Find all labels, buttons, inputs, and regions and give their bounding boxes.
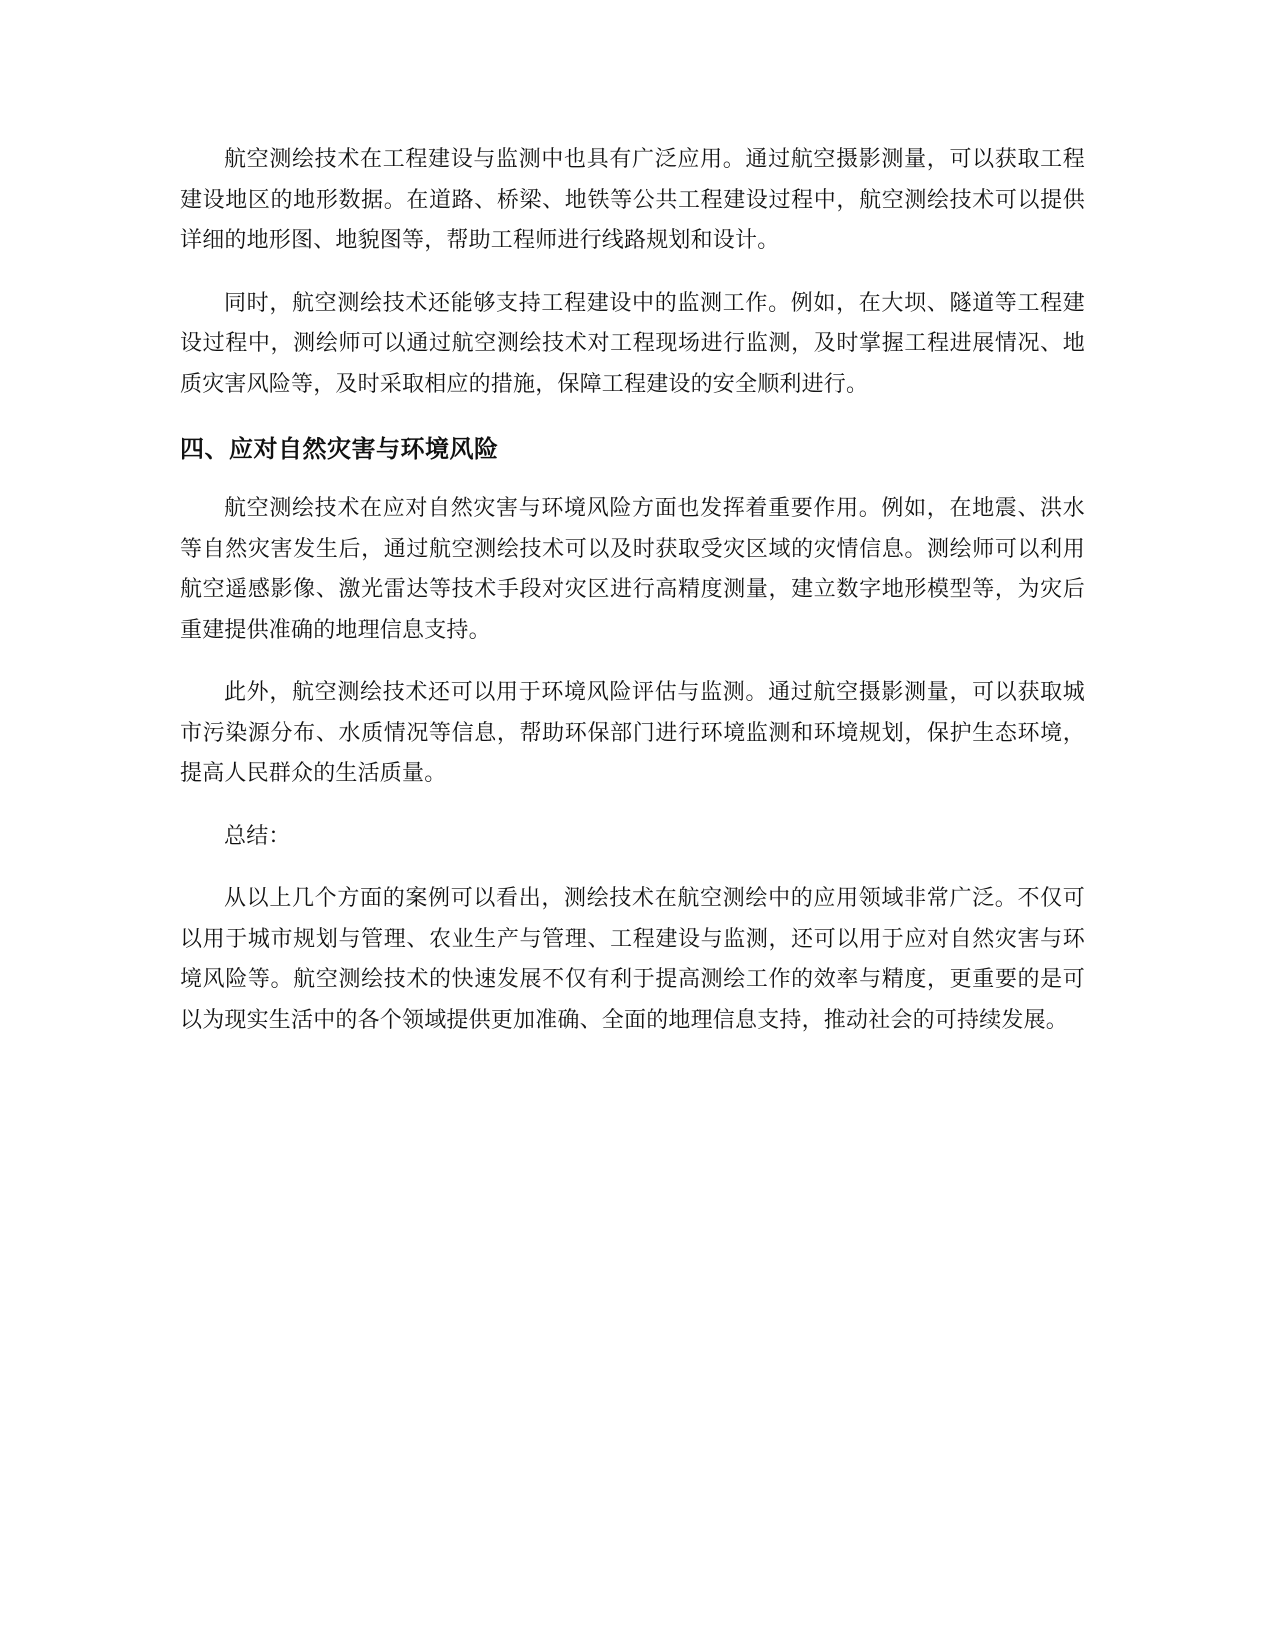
paragraph-engineering-applications: 航空测绘技术在工程建设与监测中也具有广泛应用。通过航空摄影测量，可以获取工程建设地区的地形数据。在道路、桥梁、地铁等公共工程建设过程中，航空测绘技术可以提供详细的地形图、地貌图等，帮助工程师进行线路规划和设计。 <box>180 147 1085 253</box>
paragraph-disaster-response: 航空测绘技术在应对自然灾害与环境风险方面也发挥着重要作用。例如，在地震、洪水等自然灾害发生后，通过航空测绘技术可以及时获取受灾区域的灾情信息。测绘师可以利用航空遥感影像、激光雷达等技术手段对灾区进行高精度测量，建立数字地形模型等，为灾后重建提供准确的地理信息支持。 <box>180 496 1085 643</box>
section-heading-disaster-risk: 四、应对自然灾害与环境风险 <box>180 435 499 463</box>
paragraph-engineering-monitoring: 同时，航空测绘技术还能够支持工程建设中的监测工作。例如，在大坝、隧道等工程建设过程中，测绘师可以通过航空测绘技术对工程现场进行监测，及时掌握工程进展情况、地质灾害风险等，及时采取相应的措施，保障工程建设的安全顺利进行。 <box>180 290 1085 397</box>
document-page <box>180 140 1085 1041</box>
summary-label: 总结： <box>224 823 291 849</box>
paragraph-environmental-monitoring: 此外，航空测绘技术还可以用于环境风险评估与监测。通过航空摄影测量，可以获取城市污染源分布、水质情况等信息，帮助环保部门进行环境监测和环境规划，保护生态环境，提高人民群众的生活质量。 <box>180 680 1085 786</box>
paragraph-summary: 从以上几个方面的案例可以看出，测绘技术在航空测绘中的应用领域非常广泛。不仅可以用于城市规划与管理、农业生产与管理、工程建设与监测，还可以用于应对自然灾害与环境风险等。航空测绘技术的快速发展不仅有利于提高测绘工作的效率与精度，更重要的是可以为现实生活中的各个领域提供更加准确、全面的地理信息支持，推动社会的可持续发展。 <box>180 886 1085 1033</box>
